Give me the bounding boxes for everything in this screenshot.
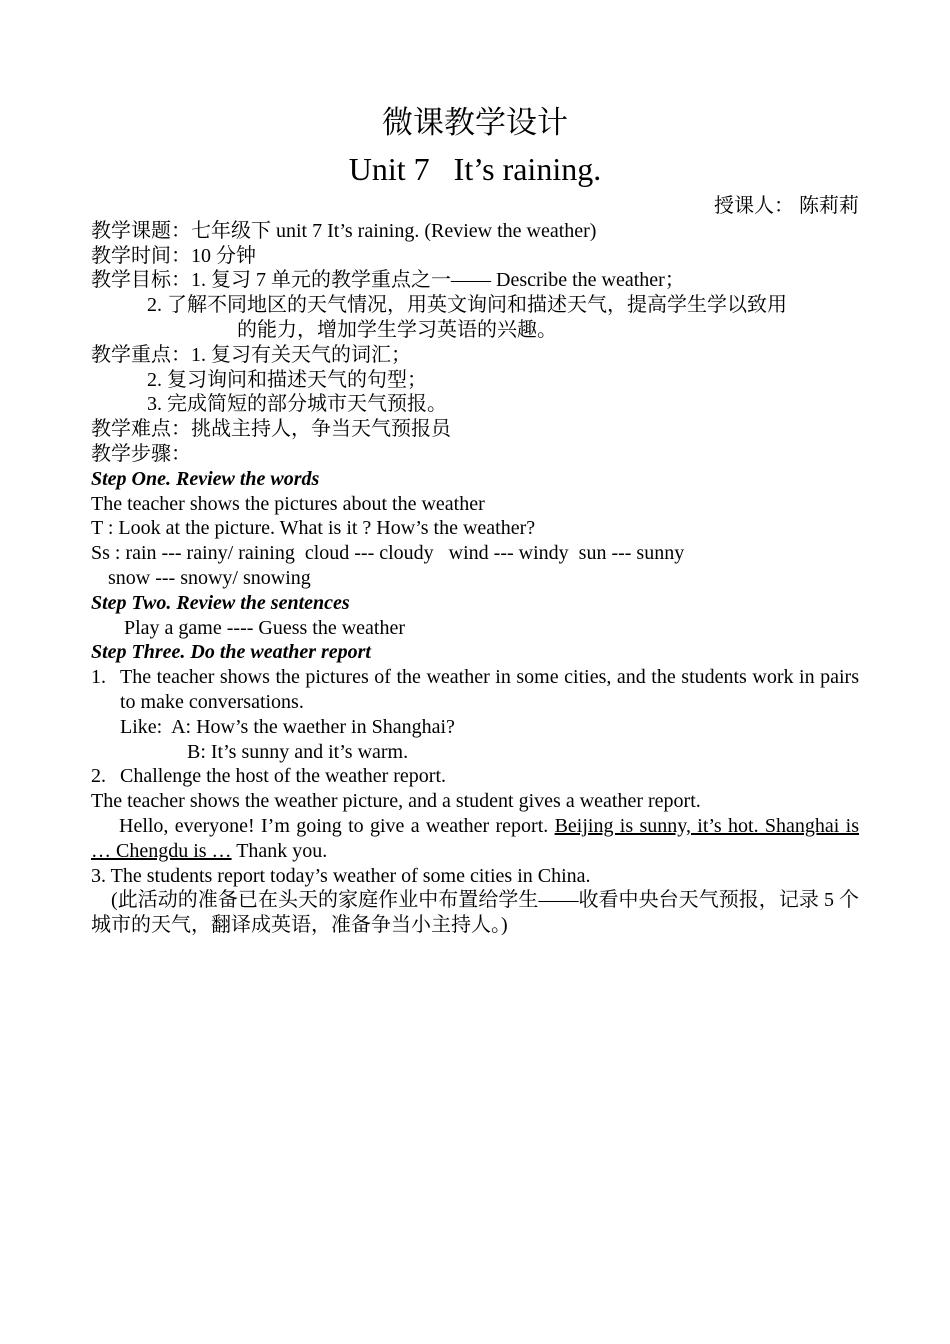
key-point-2: 2. 复习询问和描述天气的句型； [147, 368, 427, 391]
document-page [91, 100, 859, 938]
key-point-1: 教学重点：1. 复习有关天气的词汇； [91, 343, 411, 366]
homework-note: (此活动的准备已在头天的家庭作业中布置给学生——收看中央台天气预报，记录 5 个城市的天气，翻译成英语，准备争当小主持人。) [91, 889, 859, 937]
step-one-line-1: The teacher shows the pictures about the weather [91, 492, 485, 515]
time-line: 教学时间：10 分钟 [91, 244, 256, 267]
goal-line-1: 教学目标：1. 复习 7 单元的教学重点之一—— Describe the weather； [91, 269, 685, 292]
document-title-cn: 微课教学设计 [382, 105, 568, 140]
item-text: The teacher shows the pictures of the weather in some cities, and the students work in pairs to make conversations. [120, 666, 859, 713]
step-one-heading: Step One. Review the words [91, 467, 320, 490]
topic-line: 教学课题：七年级下 unit 7 It’s raining. (Review the weather) [91, 219, 597, 242]
step-one-line-4: snow --- snowy/ snowing [108, 566, 311, 589]
step-two-line-1: Play a game ---- Guess the weather [124, 616, 405, 639]
item-number: 2. [91, 765, 106, 788]
step-two-heading: Step Two. Review the sentences [91, 591, 350, 614]
report-underlined: Beijing is sunny, it’s hot. Shanghai is … Chengdu is … [91, 814, 859, 862]
step-three-heading: Step Three. Do the weather report [91, 641, 371, 664]
key-point-3: 3. 完成简短的部分城市天气预报。 [147, 393, 447, 416]
step-one-line-3: Ss : rain --- rainy/ raining cloud --- cloudy wind --- windy sun --- sunny [91, 542, 685, 565]
goal-line-2-cont: 的能力，增加学生学习英语的兴趣。 [237, 318, 557, 341]
dialogue-b: B: It’s sunny and it’s warm. [187, 740, 409, 763]
item-text: Challenge the host of the weather report. [120, 765, 446, 788]
weather-report-paragraph [91, 814, 859, 864]
difficulty-line: 教学难点：挑战主持人，争当天气预报员 [91, 418, 451, 441]
report-start: Hello, everyone! I’m going to give a weather report. [119, 814, 555, 837]
dialogue-a: Like: A: How’s the waether in Shanghai? [120, 715, 455, 738]
author-line: 授课人： 陈莉莉 [714, 195, 859, 217]
document-title-en: Unit 7 It’s raining. [348, 151, 602, 187]
report-end: Thank you. [231, 839, 328, 862]
step-three-item-1 [91, 665, 859, 715]
step-three-item-3: 3. The students report today’s weather of some cities in China. [91, 864, 591, 887]
steps-label: 教学步骤： [91, 442, 191, 465]
step-three-item-2 [91, 764, 859, 789]
goal-line-2: 2. 了解不同地区的天气情况，用英文询问和描述天气，提高学生学以致用 [147, 294, 787, 317]
item-number: 1. [91, 666, 106, 689]
step-one-line-2: T : Look at the picture. What is it ? How’s the weather? [91, 517, 536, 540]
step-three-shows-line: The teacher shows the weather picture, and a student gives a weather report. [91, 790, 701, 813]
